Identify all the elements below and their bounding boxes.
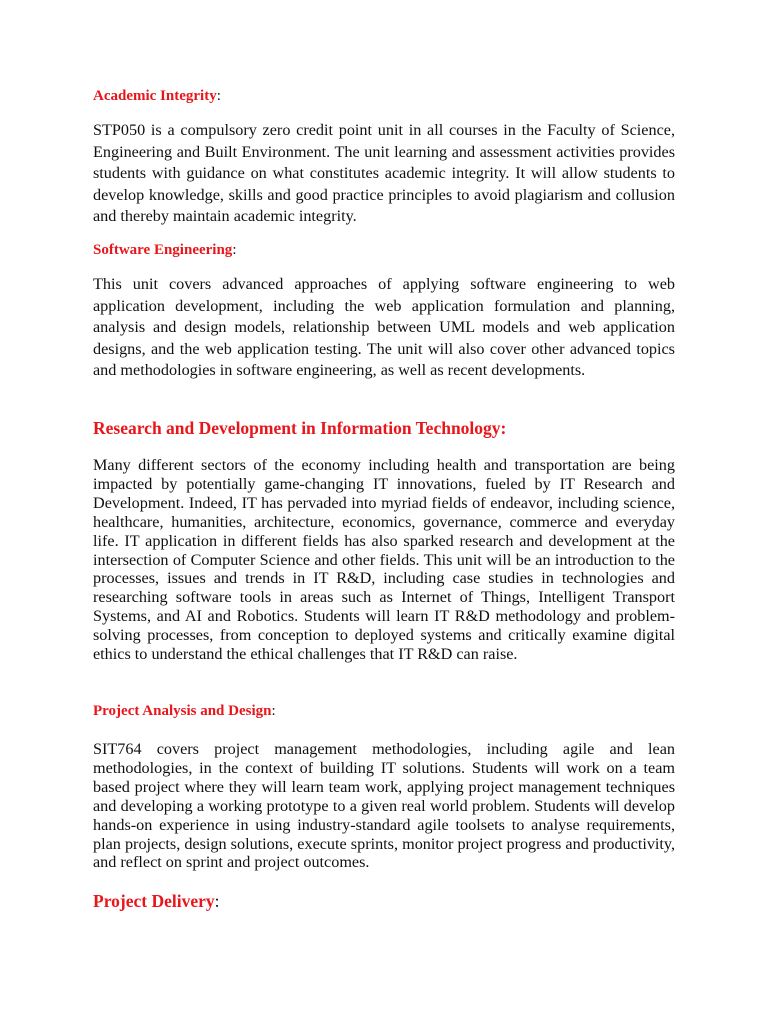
heading-colon: : — [214, 891, 220, 911]
heading-project-delivery — [93, 891, 220, 912]
paragraph-software-engineering: This unit covers advanced approaches of applying software engineering to web application development, including the web application formulation and planning, analysis and design models, relationship between UML models and web application designs, and the web application testing. The unit will also cover other advanced topics and methodologies in software engineering, as well as recent developments. — [93, 275, 675, 380]
heading-research-development-it — [93, 418, 506, 439]
paragraph-research-development-it: Many different sectors of the economy including health and transportation are being impacted by potentially game-changing IT innovations, fueled by IT Research and Development. Indeed, IT has pervaded into myriad fields of endeavor, including science, healthcare, humanities, architecture, economics, governance, commerce and everyday life. IT application in different fields has also sparked research and development at the intersection of Computer Science and other fields. This unit will be an introduction to the processes, issues and trends in IT R&D, including case studies in technologies and researching software tools in areas such as Internet of Things, Intelligent Transport Systems, and AI and Robotics. Students will learn IT R&D methodology and problem-solving processes, from conception to deployed systems and critically examine digital ethics to understand the ethical challenges that IT R&D can raise. — [93, 456, 675, 664]
heading-text: Academic Integrity — [93, 88, 217, 104]
paragraph-academic-integrity: STP050 is a compulsory zero credit point unit in all courses in the Faculty of Science, Engineering and Built Environment. The unit learning and assessment activities provides students with guidance on what constitutes academic integrity. It will allow students to develop knowledge, skills and good practice principles to avoid plagiarism and collusion and thereby maintain academic integrity. — [93, 121, 675, 226]
heading-academic-integrity — [93, 88, 221, 105]
heading-project-analysis-design — [93, 703, 276, 720]
heading-text: Project Analysis and Design — [93, 703, 272, 719]
heading-text: Software Engineering — [93, 242, 233, 258]
heading-software-engineering — [93, 242, 236, 259]
paragraph-project-analysis-design: SIT764 covers project management methodologies, including agile and lean methodologies, in the context of building IT solutions. Students will work on a team based project where they will learn team work, applying project management techniques and developing a working prototype to a given real world problem. Students will develop hands-on experience in using industry-standard agile toolsets to analyse requirements, plan projects, design solutions, execute sprints, monitor project progress and productivity, and reflect on sprint and project outcomes. — [93, 740, 675, 872]
heading-text: Research and Development in Information Technology: — [93, 418, 507, 438]
heading-colon: : — [271, 703, 276, 719]
heading-text: Project Delivery — [93, 891, 215, 911]
heading-colon: : — [232, 242, 237, 258]
heading-colon: : — [216, 88, 221, 104]
